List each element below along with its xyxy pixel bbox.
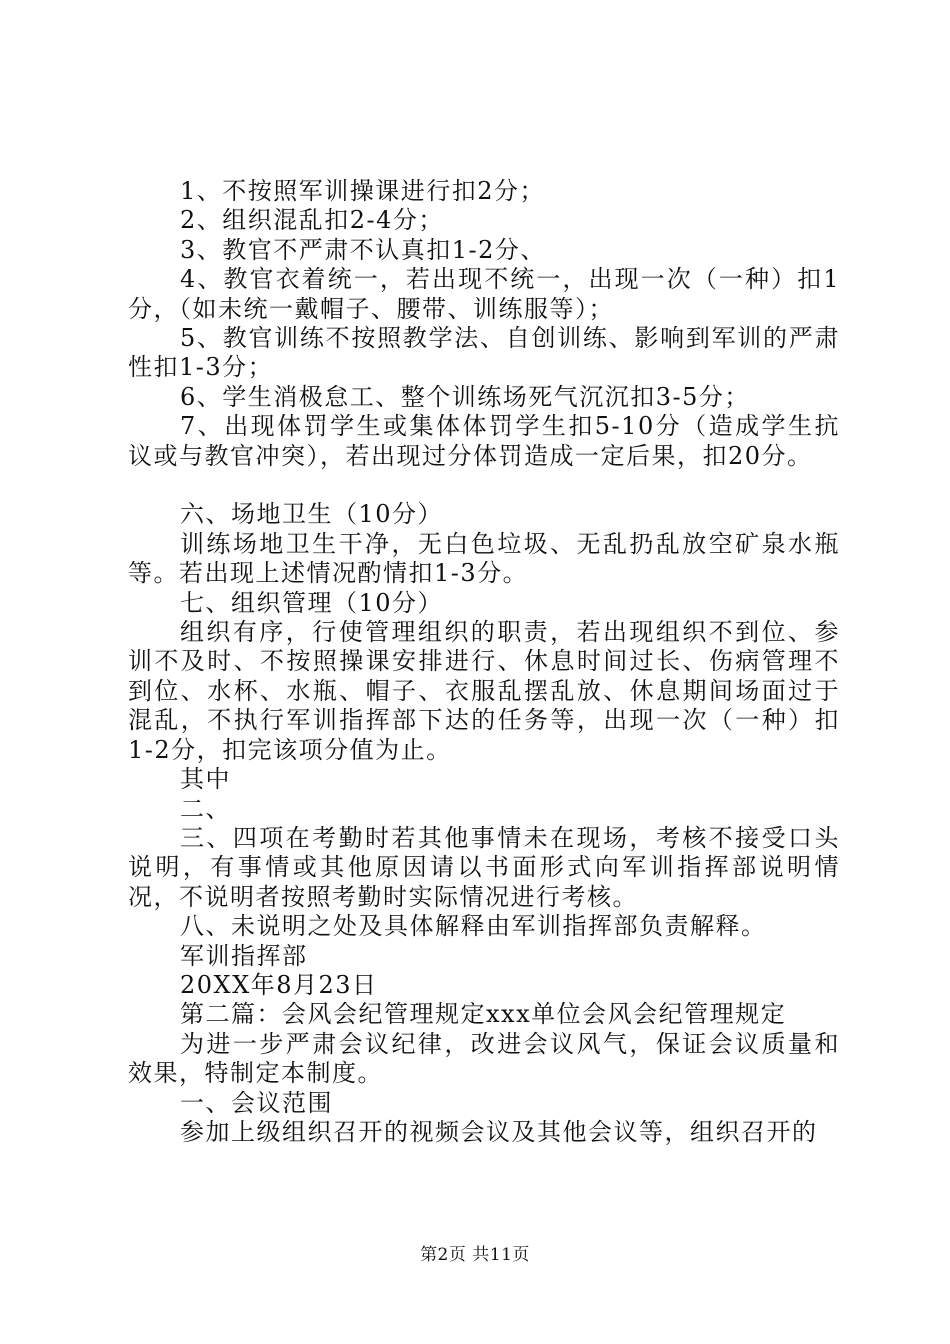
paragraph: 1、不按照军训操课进行扣2分； (180, 177, 546, 205)
paragraph: 为进一步严肃会议纪律，改进会议风气，保证会议质量和效果，特制定本制度。 (128, 1029, 840, 1088)
date-line: 20XX年8月23日 (180, 970, 378, 999)
paragraph: 5、教官训练不按照教学法、自创训练、影响到军训的严肃性扣1-3分； (128, 324, 840, 382)
paragraph: 三、四项在考勤时若其他事情未在现场，考核不接受口头说明，有事情或其他原因请以书面形式向军训指挥部说明情况，不说明者按照考勤时实际情况进行考核。 (128, 823, 840, 911)
paragraph: 训练场地卫生干净，无白色垃圾、无乱扔乱放空矿泉水瓶等。若出现上述情况酌情扣1-3分。 (128, 529, 840, 588)
paragraph: 其中 (180, 765, 231, 794)
paragraph: 二、 (180, 794, 231, 823)
signature-line: 军训指挥部 (180, 941, 308, 970)
paragraph: 八、未说明之处及具体解释由军训指挥部负责解释。 (180, 912, 767, 941)
paragraph: 4、教官衣着统一，若出现不统一，出现一次（一种）扣1分，（如未统一戴帽子、腰带、训练服等）； (128, 265, 840, 323)
paragraph: 6、学生消极怠工、整个训练场死气沉沉扣3-5分； (180, 382, 750, 411)
section-heading: 一、会议范围 (180, 1088, 333, 1117)
document-body (128, 177, 840, 1147)
section-heading: 第二篇：会风会纪管理规定xxx单位会风会纪管理规定 (180, 1000, 787, 1029)
paragraph: 2、组织混乱扣2-4分； (180, 206, 444, 235)
paragraph: 参加上级组织召开的视频会议及其他会议等，组织召开的 (180, 1117, 818, 1146)
blank-line (128, 471, 840, 500)
page-number: 第2页 共11页 (420, 1245, 530, 1265)
paragraph: 3、教官不严肃不认真扣1-2分、 (180, 235, 546, 264)
section-heading: 六、场地卫生（10分） (180, 500, 444, 529)
section-heading: 七、组织管理（10分） (180, 588, 444, 617)
paragraph: 组织有序，行使管理组织的职责，若出现组织不到位、参训不及时、不按照操课安排进行、休息时间过长、伤病管理不到位、水杯、水瓶、帽子、衣服乱摆乱放、休息期间场面过于混乱，不执行军训指挥部下达的任务等，出现一次（一种）扣1-2分，扣完该项分值为止。 (128, 618, 840, 764)
paragraph: 7、出现体罚学生或集体体罚学生扣5-10分（造成学生抗议或与教官冲突），若出现过分体罚造成一定后果，扣20分。 (128, 412, 840, 470)
